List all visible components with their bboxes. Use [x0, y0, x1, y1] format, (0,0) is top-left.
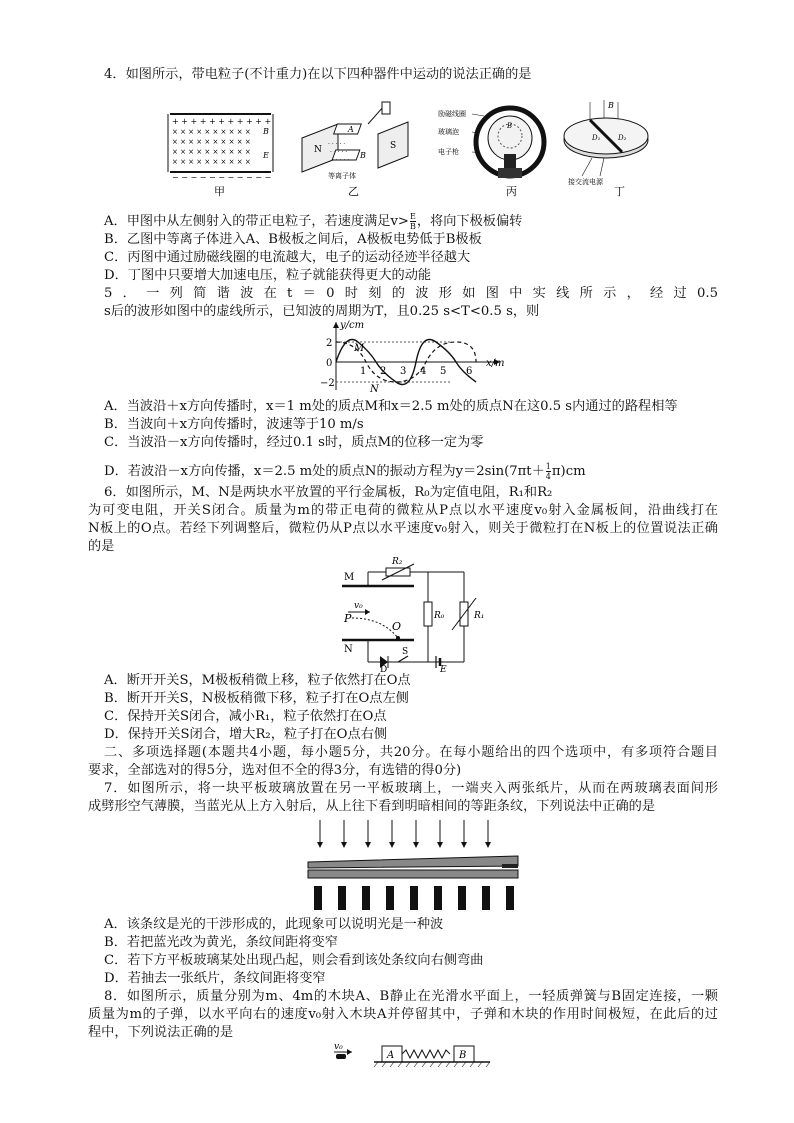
- figure-ding: [564, 100, 648, 198]
- q6-circuit: [334, 556, 494, 672]
- svg-text:− − − − − − − − − − −: − − − − − − − − − − −: [172, 173, 272, 182]
- q5-option-b: B．当波向＋x方向传播时，波速等于10 m/s: [104, 417, 364, 432]
- q6-option-c: C．保持开关S闭合，减小R₁，粒子依然打在O点: [104, 709, 387, 724]
- svg-text:× × × × × × × × × ×: × × × × × × × × × ×: [172, 148, 251, 156]
- svg-text:+ + + + + + + + + + +: + + + + + + + + + + +: [172, 117, 272, 126]
- q7-option-a: A．该条纹是光的干涉形成的，此现象可以说明光是一种波: [104, 917, 444, 932]
- y-axis-label: y/cm: [340, 320, 365, 331]
- diode-label: D: [380, 665, 388, 672]
- q8-block-spring-figure: [330, 1040, 500, 1068]
- q6-option-d: D．保持开关S闭合，增大R₂，粒子打在O点右侧: [104, 727, 388, 742]
- q7-option-d: D．若抽去一张纸片，条纹间距将变窄: [104, 971, 326, 986]
- plate-n-label: N: [344, 644, 353, 655]
- svg-text:E: E: [263, 151, 269, 160]
- q8-line2: 质量为m的子弹，以水平向右的速度v₀射入木块A并停留其中，子弹和木块的作用时间极短，在此后的过: [88, 1007, 718, 1022]
- incident-light-arrows: [317, 820, 491, 848]
- switch-label: S: [402, 647, 409, 657]
- q6-line2: 为可变电阻，开关S闭合。质量为m的带正电荷的微粒从P点以水平速度v₀射入金属板间，沿曲线打在: [88, 503, 718, 518]
- q5-option-c: C．当波沿－x方向传播时，经过0.1 s时，质点M的位移一定为零: [104, 435, 484, 450]
- q7-option-c: C．若下方平板玻璃某处出现凸起，则会看到该处条纹向右侧弯曲: [104, 953, 484, 968]
- r2-label: R₂: [392, 557, 403, 567]
- label-ding: 丁: [614, 185, 625, 198]
- svg-text:· · · · ·: · · · · ·: [330, 149, 348, 156]
- q4-figures: [160, 100, 660, 200]
- y-tick-0: 0: [326, 358, 333, 369]
- plate-m-label: M: [344, 572, 355, 583]
- block-a-label: A: [387, 1050, 395, 1061]
- label-coil: 励磁线圈: [438, 110, 466, 118]
- x-tick-2: 2: [380, 366, 387, 377]
- figure-jia: [168, 114, 273, 198]
- q7-air-wedge-figure: [306, 818, 522, 914]
- q7-option-b: B．若把蓝光改为黄光，条纹间距将变窄: [104, 935, 338, 950]
- r0-label: R₀: [434, 611, 445, 621]
- q4-option-b: B．乙图中等离子体进入A、B极板之间后，A极板电势低于B极板: [104, 232, 482, 247]
- x-tick-1: 1: [360, 366, 367, 377]
- x-tick-5: 5: [440, 366, 447, 377]
- figure-yi: [302, 102, 408, 198]
- svg-text:B: B: [360, 151, 366, 160]
- svg-text:S: S: [390, 141, 397, 151]
- q5-line2: s后的波形如图中的虚线所示，已知波的周期为T，且0.25 s<T<0.5 s，则: [104, 304, 540, 319]
- battery-label: E: [440, 665, 447, 672]
- section2-line1: 二、多项选择题(本题共4小题，每小题5分，共20分。在每小题给出的四个选项中，有多项符合题目: [104, 745, 718, 760]
- svg-text:A: A: [348, 125, 354, 134]
- q4-stem: 4．如图所示，带电粒子(不计重力)在以下四种器件中运动的说法正确的是: [104, 67, 532, 82]
- point-p-label: P: [344, 612, 352, 625]
- q4-option-a: A．甲图中从左侧射入的带正电粒子，若速度满足v> $\frac{E}{B}$ ，将向下极板偏转: [104, 212, 523, 231]
- q6-option-b: B．断开开关S，N极板稍微下移，粒子打在O点左侧: [104, 691, 409, 706]
- q8-line3: 程中，下列说法正确的是: [88, 1025, 234, 1040]
- interference-fringes: [314, 886, 514, 910]
- q5-wave-graph: [310, 318, 510, 394]
- q7-line1: 7．如图所示，将一块平板玻璃放置在另一平板玻璃上，一端夹入两张纸片，从而在两玻璃表面间形: [104, 781, 718, 796]
- spring: [402, 1050, 450, 1058]
- q4-option-d: D．丁图中只要增大加速电压，粒子就能获得更大的动能: [104, 268, 432, 283]
- r1-label: R₁: [474, 611, 485, 621]
- svg-text:· · · · ·: · · · · ·: [332, 157, 350, 164]
- q4-fraction: $\frac{E}{B}$: [409, 212, 416, 231]
- figure-bing: [438, 108, 544, 198]
- x-axis-label: x/m: [486, 358, 505, 369]
- point-m-label: M: [354, 343, 365, 354]
- label-jia: 甲: [214, 185, 225, 198]
- q7-line2: 成劈形空气薄膜，当蓝光从上方入射后，从上往下看到明暗相间的等距条纹，下列说法中正确的是: [88, 799, 656, 814]
- q6-option-a: A．断开开关S，M极板稍微上移，粒子依然打在O点: [104, 673, 411, 688]
- y-tick-2: 2: [326, 338, 333, 349]
- q6-line1: 6．如图所示，M、N是两块水平放置的平行金属板，R₀为定值电阻，R₁和R₂: [104, 485, 553, 500]
- y-tick-neg2: −2: [320, 378, 335, 389]
- x-tick-6: 6: [466, 366, 473, 377]
- v0-label: v₀: [354, 601, 363, 611]
- label-plasma: 等离子体: [328, 172, 356, 180]
- point-n-label: N: [370, 384, 379, 394]
- q5-option-d: D．若波沿－x方向传播，x＝2.5 m处的质点N的振动方程为y＝2sin(7πt＋ $\frac{1}{4}$ π)cm: [104, 462, 586, 481]
- svg-text:N: N: [314, 145, 322, 155]
- svg-text:D₂: D₂: [618, 134, 627, 142]
- section2-line2: 要求，全部选对的得5分，选对但不全的得3分，有选错的得0分): [88, 763, 462, 778]
- q6-line3: N板上的O点。若经下列调整后，微粒仍从P点以水平速度v₀射入，则关于微粒打在N板上的位置说法正确: [88, 521, 718, 536]
- label-gun: 电子枪: [438, 148, 459, 156]
- bullet-v0-label: v₀: [334, 1042, 343, 1052]
- svg-text:· · · · ·: · · · · ·: [328, 141, 346, 148]
- label-ac: 接交流电源: [568, 178, 603, 186]
- svg-text:D₁: D₁: [592, 134, 601, 142]
- q4-option-c: C．丙图中通过励磁线圈的电流越大，电子的运动径迹半径越大: [104, 250, 471, 265]
- q8-line1: 8．如图所示，质量分别为m、4m的木块A、B静止在光滑水平面上，一轻质弹簧与B固定连接，一颗: [104, 989, 718, 1004]
- svg-text:B: B: [507, 122, 513, 130]
- label-bulb: 玻璃泡: [438, 128, 459, 136]
- svg-text:B: B: [608, 101, 614, 110]
- svg-text:B: B: [263, 127, 269, 136]
- svg-text:× × × × × × × × × ×: × × × × × × × × × ×: [172, 128, 251, 136]
- x-tick-4: 4: [420, 366, 427, 377]
- x-tick-3: 3: [400, 366, 407, 377]
- svg-text:× × × × × × × × × ×: × × × × × × × × × ×: [172, 138, 251, 146]
- block-b-label: B: [459, 1050, 467, 1061]
- point-o-label: O: [392, 620, 402, 633]
- label-yi: 乙: [348, 185, 359, 198]
- q5-fraction: $\frac{1}{4}$: [545, 462, 551, 481]
- q6-line4: 的是: [88, 539, 115, 554]
- q5-line1: 5．一列简谐波在t＝0时刻的波形如图中实线所示，经过0.5: [104, 286, 718, 301]
- svg-text:× × × × × × × × × ×: × × × × × × × × × ×: [172, 158, 251, 166]
- q5-option-a: A．当波沿＋x方向传播时，x＝1 m处的质点M和x＝2.5 m处的质点N在这0.5 s内通过的路程相等: [104, 399, 678, 414]
- label-bing: 丙: [506, 185, 517, 198]
